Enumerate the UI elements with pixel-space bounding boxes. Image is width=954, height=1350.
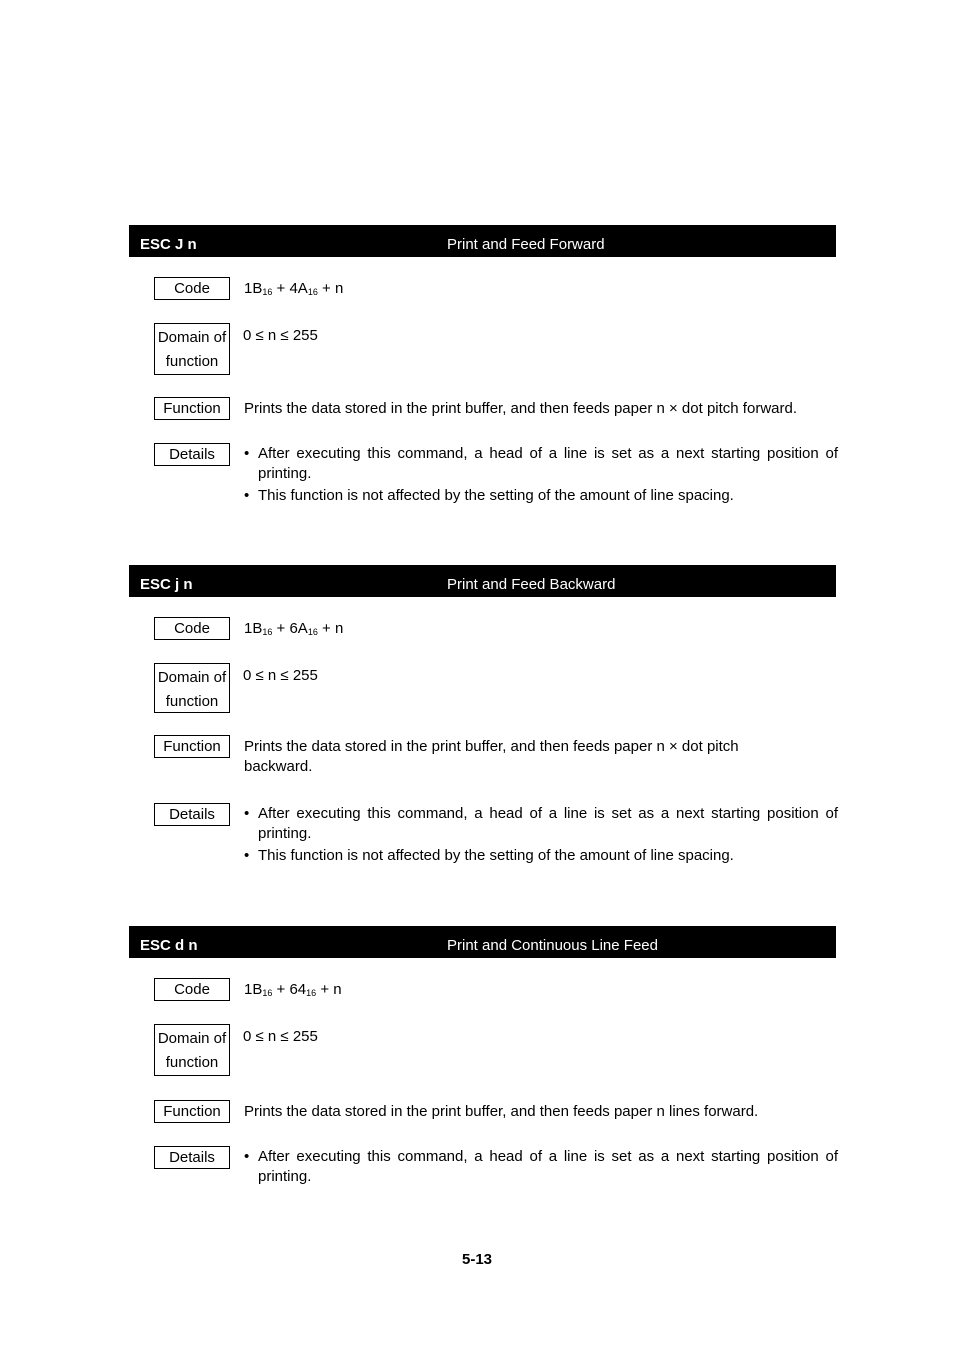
command-header — [129, 225, 836, 257]
command-section-esc-d — [129, 926, 836, 1196]
command-title: Print and Feed Forward — [447, 236, 605, 253]
details-item: • After executing this command, a head of a line is set as a next starting position of printing. — [244, 804, 838, 844]
domain-value: 0 ≤ n ≤ 255 — [243, 1028, 318, 1045]
details-list — [244, 1147, 838, 1189]
command-title: Print and Feed Backward — [447, 576, 616, 593]
details-item: • This function is not affected by the setting of the amount of line spacing. — [244, 846, 838, 866]
details-item: • This function is not affected by the setting of the amount of line spacing. — [244, 486, 838, 506]
command-header — [129, 926, 836, 958]
domain-label: Domain of function — [154, 663, 230, 713]
function-label: Function — [154, 1100, 230, 1123]
code-label: Code — [154, 277, 230, 300]
details-label: Details — [154, 443, 230, 466]
details-list — [244, 804, 838, 868]
code-label: Code — [154, 617, 230, 640]
command-header — [129, 565, 836, 597]
code-label: Code — [154, 978, 230, 1001]
command-name: ESC J n — [140, 236, 197, 253]
code-value: $1B_{16} + 6A_{16} + n$ — [244, 620, 344, 637]
function-text: Prints the data stored in the print buffer, and then feeds paper n × dot pitch backward. — [244, 738, 739, 775]
domain-label: Domain of function — [154, 323, 230, 375]
function-label: Function — [154, 735, 230, 758]
details-list — [244, 444, 838, 508]
domain-value: 0 ≤ n ≤ 255 — [243, 667, 318, 684]
domain-value: 0 ≤ n ≤ 255 — [243, 327, 318, 344]
function-label: Function — [154, 397, 230, 420]
page-number: 5-13 — [461, 1251, 493, 1268]
command-section-esc-J — [129, 225, 836, 515]
code-value: $1B_{16} + 4A_{16} + n$ — [244, 280, 344, 297]
command-title: Print and Continuous Line Feed — [447, 937, 658, 954]
function-text: Prints the data stored in the print buffer, and then feeds paper n × dot pitch forward. — [244, 400, 797, 417]
details-item: • After executing this command, a head of a line is set as a next starting position of printing. — [244, 444, 838, 484]
details-label: Details — [154, 1146, 230, 1169]
command-name: ESC j n — [140, 576, 193, 593]
command-name: ESC d n — [140, 937, 198, 954]
details-item: • After executing this command, a head of a line is set as a next starting position of printing. — [244, 1147, 838, 1187]
function-text: Prints the data stored in the print buffer, and then feeds paper n lines forward. — [244, 1103, 759, 1120]
code-value: $1B_{16} + 64_{16} + n$ — [244, 981, 342, 998]
details-label: Details — [154, 803, 230, 826]
domain-label: Domain of function — [154, 1024, 230, 1076]
command-section-esc-j — [129, 565, 836, 865]
